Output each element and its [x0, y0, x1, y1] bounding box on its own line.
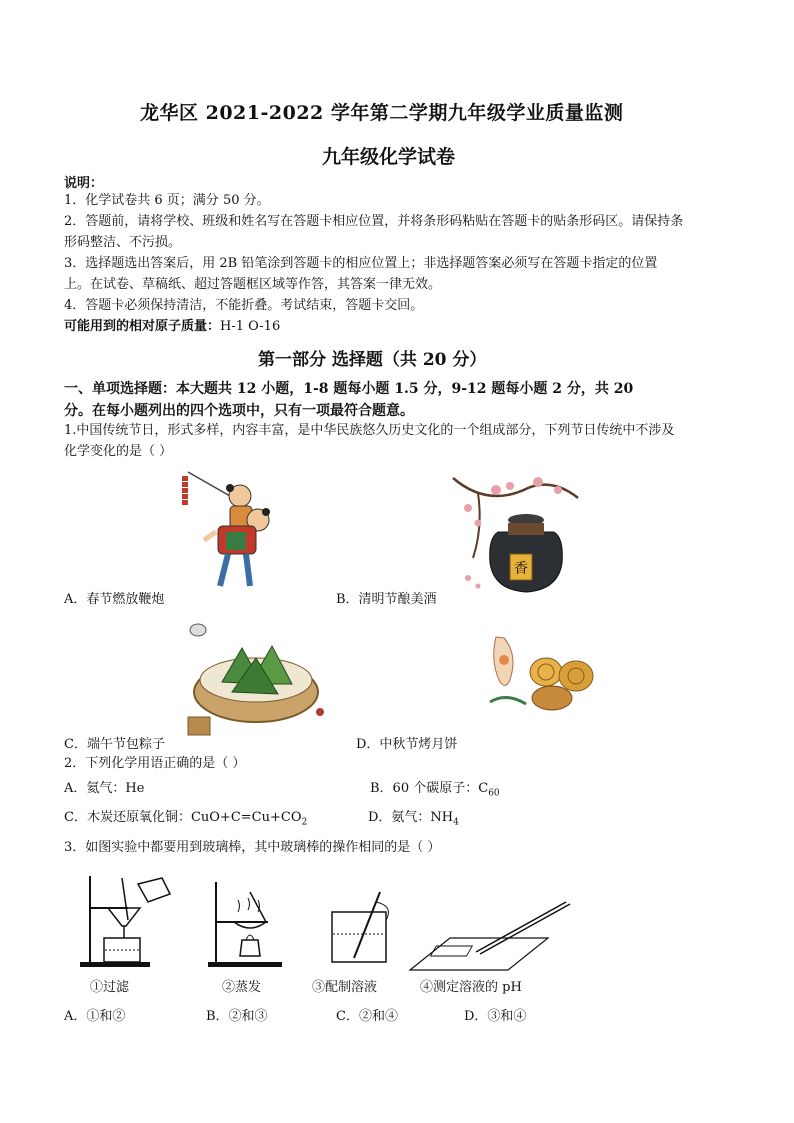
q1-stem-1: 1.中国传统节日，形式多样，内容丰富，是中华民族悠久历史文化的一个组成部分，下列节日传统中不涉及: [64, 423, 675, 438]
q2-option-d-sub: 4: [453, 817, 459, 828]
note-line-4: 3．选择题选出答案后，用 2B 铅笔涂到答题卡的相应位置上；非选择题答案必须写在答题卡指定的位置: [64, 256, 658, 271]
solution-beaker-image: [324, 872, 404, 972]
q1-option-c[interactable]: C．端午节包粽子: [64, 737, 165, 752]
q3-stem: 3．如图实验中都要用到玻璃棒，其中玻璃棒的操作相同的是（ ）: [64, 840, 441, 855]
q2-option-b-sub: 60: [488, 788, 500, 799]
note-line-3: 形码整洁、不污损。: [64, 235, 182, 250]
q2-option-c-sub: 2: [301, 817, 308, 828]
note-line-2: 2．答题前，请将学校、班级和姓名写在答题卡相应位置，并将条形码粘贴在答题卡的贴条形码区。请保持条: [64, 214, 684, 229]
q3-caption-1: ①过滤: [90, 980, 130, 995]
q2-option-c[interactable]: [64, 806, 307, 828]
ph-test-image: [406, 898, 576, 978]
q2-option-a[interactable]: A．氦气：He: [64, 781, 145, 796]
atomic-mass-values: H-1 O-16: [220, 319, 281, 334]
q2-option-c-text: C．木炭还原氧化铜：CuO+C=Cu+CO: [64, 810, 302, 825]
q3-caption-3: ③配制溶液: [312, 980, 378, 995]
q3-option-d[interactable]: D．③和④: [464, 1009, 527, 1024]
q3-option-c[interactable]: C．②和④: [336, 1009, 398, 1024]
q1-stem-2: 化学变化的是（ ）: [64, 444, 173, 459]
q3-caption-4: ④测定溶液的 pH: [420, 980, 522, 995]
q2-option-d-text: D．氨气：NH: [368, 810, 454, 825]
firecracker-children-image: [178, 468, 278, 593]
q2-stem: 2．下列化学用语正确的是（ ）: [64, 756, 246, 771]
jar-label: 香: [514, 561, 528, 577]
atomic-mass-line: [64, 317, 280, 337]
q3-option-a[interactable]: A．①和②: [64, 1009, 126, 1024]
part1-instruction-2: 分。在每小题列出的四个选项中，只有一项最符合题意。: [64, 403, 414, 419]
wine-jar-image: [448, 468, 583, 598]
q1-option-b[interactable]: B．清明节酿美酒: [336, 592, 437, 607]
note-line-6: 4．答题卡必须保持清洁，不能折叠。考试结束，答题卡交回。: [64, 298, 424, 313]
q3-caption-2: ②蒸发: [222, 980, 262, 995]
q2-option-b-text: B．60 个碳原子：C: [370, 781, 489, 796]
evaporation-apparatus-image: [206, 872, 296, 972]
q3-option-b[interactable]: B．②和③: [206, 1009, 268, 1024]
part1-title: 第一部分 选择题（共 20 分）: [258, 350, 487, 370]
notes-label: 说明：: [64, 176, 104, 191]
exam-subtitle: 九年级化学试卷: [322, 146, 456, 168]
q1-option-a[interactable]: A．春节燃放鞭炮: [64, 592, 165, 607]
q2-option-b[interactable]: [370, 777, 500, 799]
mooncake-image: [486, 632, 601, 722]
exam-title: 龙华区 2021-2022 学年第二学期九年级学业质量监测: [140, 102, 624, 124]
part1-instruction-1: 一、单项选择题：本大题共 12 小题，1-8 题每小题 1.5 分，9-12 题每小题 2 分，共 20: [64, 381, 634, 397]
q2-option-d[interactable]: [368, 806, 459, 828]
atomic-mass-label: 可能用到的相对原子质量：: [64, 319, 221, 334]
filtration-apparatus-image: [78, 872, 178, 972]
note-line-5: 上。在试卷、草稿纸、超过答题框区域等作答，其答案一律无效。: [64, 277, 442, 292]
note-line-1: 1．化学试卷共 6 页；满分 50 分。: [64, 193, 270, 208]
q1-option-d[interactable]: D．中秋节烤月饼: [356, 737, 458, 752]
zongzi-image: [186, 622, 326, 740]
